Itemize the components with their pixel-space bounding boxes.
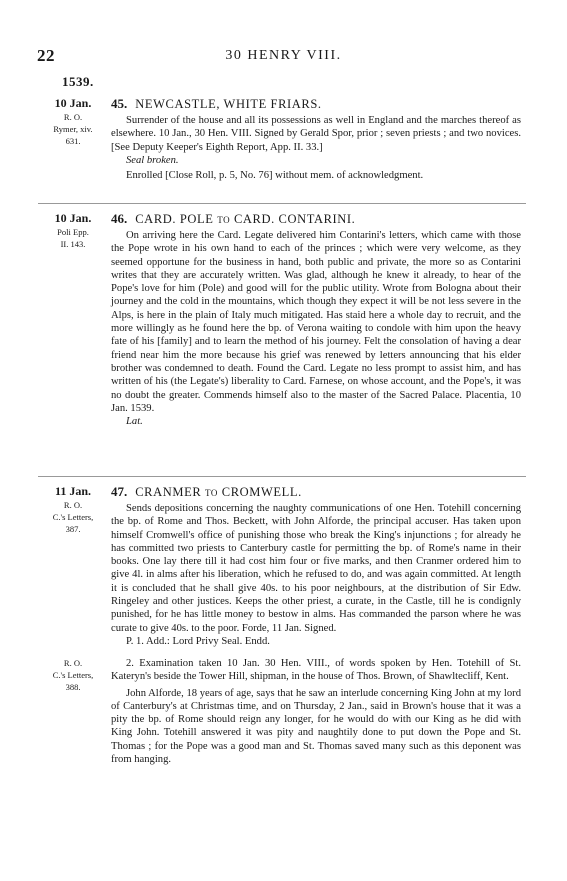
entry-date: 10 Jan.: [54, 211, 92, 225]
entry-note: Enrolled [Close Roll, p. 5, No. 76] without mem. of acknowledgment.: [126, 170, 424, 182]
year-label: 1539.: [62, 74, 94, 89]
entry-45-heading: [111, 96, 322, 112]
entry-note: P. 1. Add.: Lord Privy Seal. Endd.: [126, 635, 270, 647]
source-ref: 631.: [65, 136, 81, 146]
source-ref: C.'s Letters,: [52, 512, 94, 522]
entry-note: Lat.: [126, 416, 143, 428]
entry-47-heading: [111, 484, 302, 500]
section-divider: [38, 476, 526, 477]
entry-text-2: John Alforde, 18 years of age, says that he saw an interlude concerning King John at my lord of Canterbury's at Christmas time, and on Thursday, 2 Jan., said in Brown's house that it was a pity the bp. of Rome should reign any longer, for he would do with our King as he did with King John. Totehill answered it was pity and naughtily done to put down the Pope and St. Thomas ; for the Pope was a good man and St. Thomas saved many such as this deponent was from hanging.: [111, 687, 521, 766]
source-ref: 388.: [65, 682, 81, 692]
entry-text: On arriving here the Card. Legate delivered him Contarini's letters, which came with those the Pope wrote in his own hand to each of the princes ; which were very welcome, as they seemed opportune for the business in hand, both public and private, the more so as Contarini writes that they are accurately written. Was glad, although he knew it already, to hear of the Pope's love for him (Pole) and good will for the public utility. Wrote from Bologna about their journey and the cold in the mountains, which though they expect it will be not less severe in the Alps, is here in the plain of Italy much mitigated. Has staid here a whole day to recruit, and the more willingly as he found here the bp. of Verona waiting to condole with him upon the heavy fate of his [family] and to learn the method of his journey. Felt the consolation of having a dear friend near him the more because his grief was renewed by letters announcing that his elder brother was condemned to death. Found the Card. Legate no less prompt to assist him, and has written of his (the Legate's) liberality to Card. Farnese, on whose account, and the Pope's, it was no doubt the greater. Commends himself also to the master of the Sacred Palace. Placentia, 10 Jan. 1539.: [111, 230, 521, 414]
entry-45-body: [111, 114, 521, 182]
entry-45-margin: [38, 96, 108, 147]
entry-text: 2. Examination taken 10 Jan. 30 Hen. VIII., of words spoken by Hen. Totehill of St. Kateryn's beside the Tower Hill, shipman, in the house of Thos. Brown, of Shawltecliff, Kent.: [111, 658, 521, 683]
source-ref: R. O.: [63, 112, 83, 122]
source-ref: C.'s Letters,: [52, 670, 94, 680]
running-title: 30 HENRY VIII.: [225, 48, 342, 63]
entry-note: Seal broken.: [126, 154, 179, 166]
entry-text: Sends depositions concerning the naughty communications of one Hen. Totehill concerning the bp. of Rome and Thos. Beckett, with John Alforde, the principal accuser. Has taken upon himself Cromwell's office of punishing those who break the King's injunctions ; for already he has committed two priests to Canterbury castle for permitting the bp. of Rome's name in their books. One lay there till it had cost him four or five marks, and then Cranmer ordered him to give 4l. in alms after his liberation, which he refused to do, and was again committed. At length it is concluded that he shall give 40s. to his poor neighbours, at the distribution of Sir Edw. Ringeley and other justices. Keeps the other priest, a curate, in the Castle, till he is condignly punished, for he has little money to bestow in alms. Has commanded the parson where he was curate to give 40s. to the poor. Forde, 11 Jan. Signed.: [111, 503, 521, 634]
entry-number: 47.: [111, 484, 128, 499]
source-ref: R. O.: [63, 658, 83, 668]
section-divider: [38, 203, 526, 204]
entry-number: 45.: [111, 96, 128, 111]
entry-text: Surrender of the house and all its possessions as well in England and the marches thereof as elsewhere. 10 Jan., 30 Hen. VIII. Signed by Gerald Spor, prior ; seven priests ; and two novices. [See Deputy Keeper's Eighth Report, App. II. 33.]: [111, 115, 521, 153]
entry-47-margin: [38, 484, 108, 535]
entry-46-margin: [38, 211, 108, 250]
page-number: 22: [37, 46, 55, 65]
source-ref: Rymer, xiv.: [53, 124, 93, 134]
entry-date: 11 Jan.: [54, 484, 91, 498]
source-ref: 387.: [65, 524, 81, 534]
entry-47-body: [111, 502, 521, 648]
entry-number: 46.: [111, 211, 128, 226]
source-ref: R. O.: [63, 500, 83, 510]
entry-date: 10 Jan.: [54, 96, 92, 110]
source-ref: II. 143.: [60, 239, 86, 249]
entry-46-body: [111, 229, 521, 428]
entry-title: CRANMER to CROMWELL.: [135, 485, 302, 499]
entry-46-heading: [111, 211, 355, 227]
entry-47-2-margin: [38, 657, 108, 693]
entry-47-2-body: [111, 657, 521, 766]
source-ref: Poli Epp.: [57, 227, 89, 237]
entry-title: NEWCASTLE, WHITE FRIARS.: [135, 97, 322, 111]
page-header: [0, 46, 567, 68]
entry-title: CARD. POLE to CARD. CONTARINI.: [135, 212, 356, 226]
